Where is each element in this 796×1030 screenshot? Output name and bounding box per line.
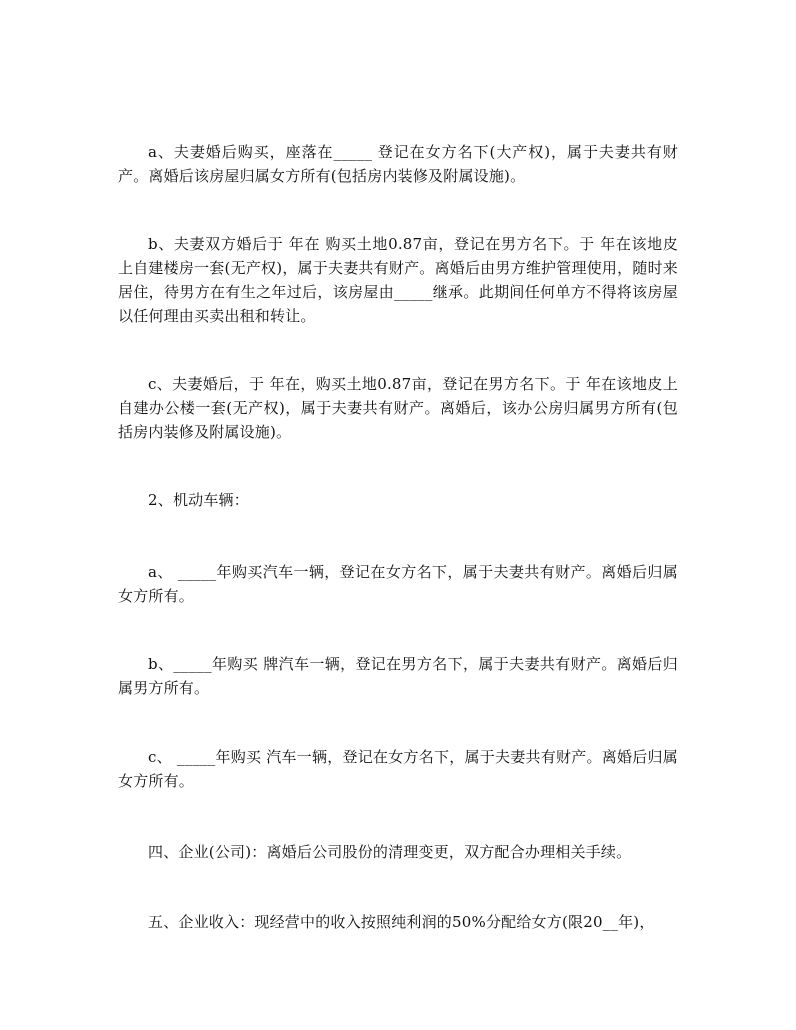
paragraph-vehicle-b: b、_____年购买 牌汽车一辆，登记在男方名下，属于夫妻共有财产。离婚后归属男方所有。 [118, 655, 678, 697]
section-heading-vehicles: 2、机动车辆： [148, 491, 249, 509]
paragraph-house-c: c、夫妻婚后，于 年在，购买土地0.87亩，登记在男方名下。于 年在该地皮上自建办公楼一套(无产权)，属于夫妻共有财产。离婚后，该办公房归属男方所有(包括房内装修及附属设施)。 [118, 375, 678, 441]
paragraph-house-a: a、夫妻婚后购买，座落在_____ 登记在女方名下(大产权)，属于夫妻共有财产。离婚后该房屋归属女方所有(包括房内装修及附属设施)。 [118, 143, 678, 185]
paragraph-enterprise-income: 五、企业收入：现经营中的收入按照纯利润的50%分配给女方(限20__年)， [148, 913, 655, 931]
paragraph-enterprise-company: 四、企业(公司)：离婚后公司股份的清理变更，双方配合办理相关手续。 [148, 843, 632, 861]
paragraph-vehicle-a: a、 _____年购买汽车一辆，登记在女方名下，属于夫妻共有财产。离婚后归属女方所有。 [118, 563, 678, 605]
paragraph-vehicle-c: c、 _____年购买 汽车一辆，登记在女方名下，属于夫妻共有财产。离婚后归属女方所有。 [118, 748, 678, 790]
paragraph-house-b: b、夫妻双方婚后于 年在 购买土地0.87亩，登记在男方名下。于 年在该地皮上自建楼房一套(无产权)，属于夫妻共有财产。离婚后由男方维护管理使用，随时来居住，待男方在有生之年过后，该房屋由_____继承。此期间任何单方不得将该房屋以任何理由买卖出租和转让。 [118, 235, 678, 325]
